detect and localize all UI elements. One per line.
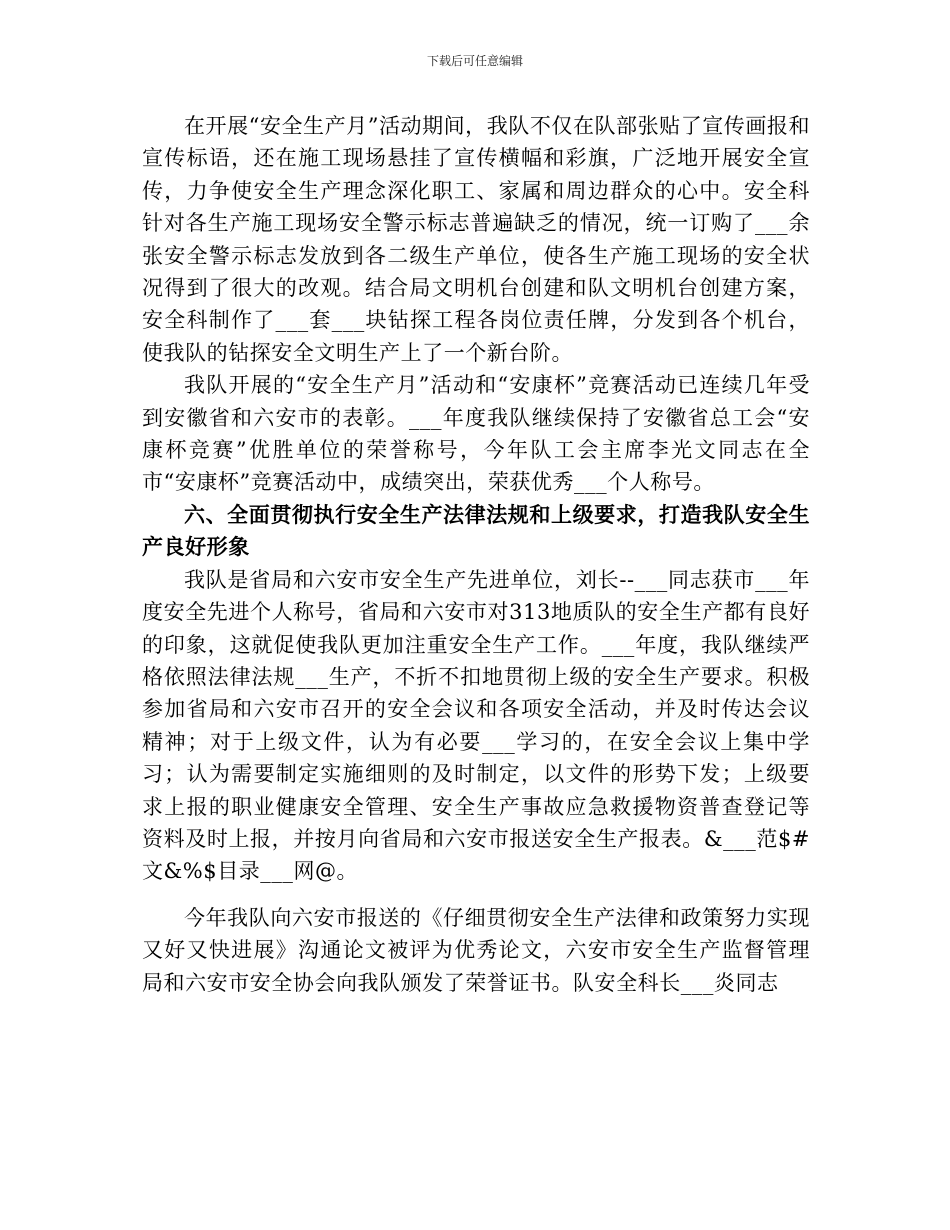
- section-heading-six: 六、全面贯彻执行安全生产法律法规和上级要求，打造我队安全生产良好形象: [142, 501, 810, 560]
- paragraph-safety-month-publicity: 在开展“安全生产月”活动期间，我队不仅在队部张贴了宣传画报和宣传标语，还在施工现场悬挂了宣传横幅和彩旗，广泛地开展安全宣传，力争使安全生产理念深化职工、家属和周边群众的心中。安全科针对各生产施工现场安全警示标志普遍缺乏的情况，统一订购了___余张安全警示标志发放到各二级生产单位，使各生产施工现场的安全状况得到了很大的改观。结合局文明机台创建和队文明机台创建方案，安全科制作了___套___块钻探工程各岗位责任牌，分发到各个机台，使我队的钻探安全文明生产上了一个新台阶。: [142, 114, 810, 365]
- document-body: [142, 110, 810, 999]
- page-header: 下载后可任意编辑: [426, 54, 523, 68]
- paragraph-excellent-paper: 今年我队向六安市报送的《仔细贯彻安全生产法律和政策努力实现又好又快进展》沟通论文被评为优秀论文，六安市安全生产监督管理局和六安市安全协会向我队颁发了荣誉证书。队安全科长___炎同志: [142, 905, 810, 995]
- paragraph-laws-regulations: 我队是省局和六安市安全生产先进单位，刘长--___同志获市___年度安全先进个人称号，省局和六安市对313地质队的安全生产都有良好的印象，这就促使我队更加注重安全生产工作。___年度，我队继续严格依照法律法规___生产，不折不扣地贯彻上级的安全生产要求。积极参加省局和六安市召开的安全会议和各项安全活动，并及时传达会议精神；对于上级文件，认为有必要___学习的，在安全会议上集中学习；认为需要制定实施细则的及时制定，以文件的形势下发；上级要求上报的职业健康安全管理、安全生产事故应急救援物资普查登记等资料及时上报，并按月向省局和六安市报送安全生产报表。&___范$#文&%$目录___网@。: [142, 567, 810, 884]
- paragraph-ankang-cup: 我队开展的“安全生产月”活动和“安康杯”竞赛活动已连续几年受到安徽省和六安市的表彰。___年度我队继续保持了安徽省总工会“安康杯竞赛”优胜单位的荣誉称号，今年队工会主席李光文同志在全市“安康杯”竞赛活动中，成绩突出，荣获优秀___个人称号。: [142, 373, 810, 495]
